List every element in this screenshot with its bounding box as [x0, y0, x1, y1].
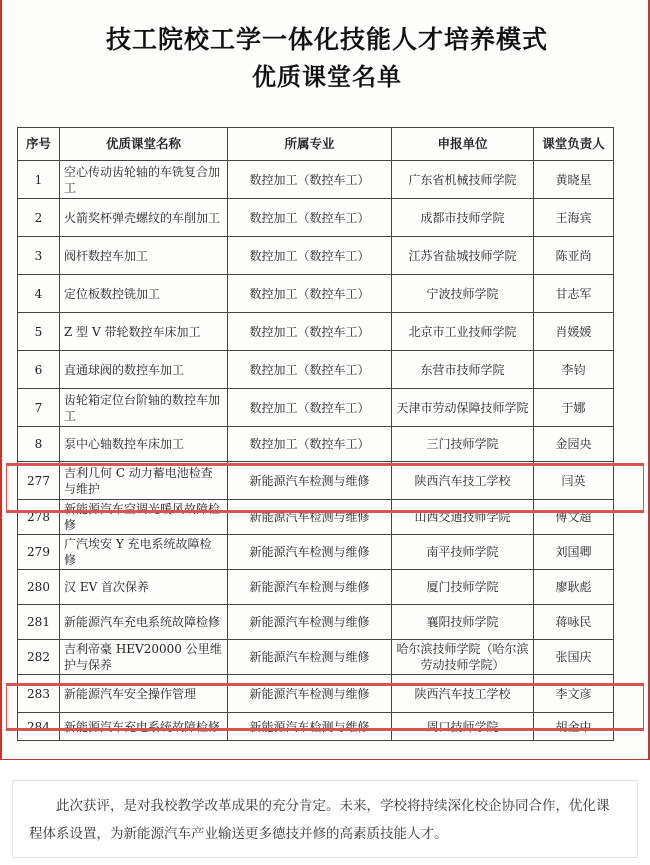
cell-major: 数控加工（数控车工） [228, 313, 392, 351]
table-header-row [18, 128, 614, 161]
cell-course-name: 齿轮箱定位台阶轴的数控车加工 [60, 389, 228, 427]
table-row [18, 570, 614, 605]
cell-course-name: 阀杆数控车加工 [60, 237, 228, 275]
cell-major: 数控加工（数控车工） [228, 199, 392, 237]
document-title: 技工院校工学一体化技能人才培养模式 [105, 25, 548, 54]
document-subtitle: 优质课堂名单 [252, 62, 402, 91]
cell-no: 284 [18, 713, 60, 741]
cell-leader: 闫英 [534, 462, 614, 500]
course-list-table [17, 127, 614, 741]
table-row [18, 199, 614, 237]
table-row [18, 161, 614, 199]
cell-course-name: 新能源汽车安全操作管理 [60, 675, 228, 713]
cell-leader: 李钧 [534, 351, 614, 389]
cell-unit: 成都市技师学院 [392, 199, 534, 237]
cell-no: 281 [18, 605, 60, 640]
cell-unit: 天津市劳动保障技师学院 [392, 389, 534, 427]
table-row [18, 237, 614, 275]
cell-no: 7 [18, 389, 60, 427]
highlight-row-283 [6, 683, 644, 731]
table-row [18, 605, 614, 640]
cell-unit: 陕西汽车技工学校 [392, 462, 534, 500]
cell-no: 8 [18, 427, 60, 462]
cell-no: 282 [18, 640, 60, 675]
cell-unit: 襄阳技师学院 [392, 605, 534, 640]
cell-unit: 哈尔滨技师学院（哈尔滨劳动技师学院） [392, 640, 534, 675]
cell-no: 6 [18, 351, 60, 389]
cell-course-name: 汉 EV 首次保养 [60, 570, 228, 605]
cell-no: 283 [18, 675, 60, 713]
cell-major: 数控加工（数控车工） [228, 427, 392, 462]
cell-major: 新能源汽车检测与维修 [228, 570, 392, 605]
cell-course-name: 吉利帝豪 HEV20000 公里维护与保养 [60, 640, 228, 675]
cell-no: 1 [18, 161, 60, 199]
cell-course-name: 新能源汽车空调光暖风故障检修 [60, 500, 228, 535]
cell-major: 数控加工（数控车工） [228, 237, 392, 275]
cell-leader: 胡金中 [534, 713, 614, 741]
cell-course-name: 空心传动齿轮轴的车铣复合加工 [60, 161, 228, 199]
cell-course-name: Z 型 V 带轮数控车床加工 [60, 313, 228, 351]
cell-leader: 李文彦 [534, 675, 614, 713]
cell-major: 新能源汽车检测与维修 [228, 640, 392, 675]
caption-paragraph: 此次获评，是对我校教学改革成果的充分肯定。未来，学校将持续深化校企协同合作，优化课程体系设置，为新能源汽车产业输送更多德技并修的高素质技能人才。 [12, 780, 638, 858]
cell-leader: 王海宾 [534, 199, 614, 237]
cell-course-name: 定位板数控铣加工 [60, 275, 228, 313]
cell-no: 2 [18, 199, 60, 237]
cell-course-name: 新能源汽车充电系统故障检修 [60, 605, 228, 640]
cell-major: 新能源汽车检测与维修 [228, 713, 392, 741]
header-unit: 申报单位 [392, 128, 534, 161]
cell-no: 277 [18, 462, 60, 500]
cell-course-name: 泵中心轴数控车床加工 [60, 427, 228, 462]
cell-course-name: 直通球阀的数控车加工 [60, 351, 228, 389]
highlight-row-277 [6, 463, 644, 513]
cell-unit: 南平技师学院 [392, 535, 534, 570]
cell-no: 4 [18, 275, 60, 313]
cell-major: 新能源汽车检测与维修 [228, 462, 392, 500]
cell-course-name: 火箭奖杯弹壳螺纹的车削加工 [60, 199, 228, 237]
cell-unit: 山西交通技师学院 [392, 500, 534, 535]
cell-major: 新能源汽车检测与维修 [228, 605, 392, 640]
cell-unit: 东营市技师学院 [392, 351, 534, 389]
table-row [18, 351, 614, 389]
cell-leader: 金园央 [534, 427, 614, 462]
table-row [18, 275, 614, 313]
table-row [18, 389, 614, 427]
cell-unit: 广东省机械技师学院 [392, 161, 534, 199]
header-major: 所属专业 [228, 128, 392, 161]
cell-leader: 陈亚尚 [534, 237, 614, 275]
cell-no: 3 [18, 237, 60, 275]
cell-course-name: 广汽埃安 Y 充电系统故障检修 [60, 535, 228, 570]
cell-no: 5 [18, 313, 60, 351]
header-course-name: 优质课堂名称 [60, 128, 228, 161]
cell-unit: 厦门技师学院 [392, 570, 534, 605]
cell-leader: 甘志军 [534, 275, 614, 313]
cell-leader: 廖耿彪 [534, 570, 614, 605]
cell-unit: 周口技师学院 [392, 713, 534, 741]
cell-no: 280 [18, 570, 60, 605]
cell-major: 数控加工（数控车工） [228, 161, 392, 199]
cell-major: 数控加工（数控车工） [228, 389, 392, 427]
cell-major: 数控加工（数控车工） [228, 351, 392, 389]
cell-unit: 宁波技师学院 [392, 275, 534, 313]
cell-unit: 三门技师学院 [392, 427, 534, 462]
table-row [18, 535, 614, 570]
table-row [18, 427, 614, 462]
header-leader: 课堂负责人 [534, 128, 614, 161]
cell-major: 新能源汽车检测与维修 [228, 675, 392, 713]
cell-leader: 蒋咏民 [534, 605, 614, 640]
cell-course-name: 新能源汽车充电系统故障检修 [60, 713, 228, 741]
cell-unit: 北京市工业技师学院 [392, 313, 534, 351]
cell-leader: 肖媛媛 [534, 313, 614, 351]
cell-major: 新能源汽车检测与维修 [228, 535, 392, 570]
cell-course-name: 吉利几何 C 动力蓄电池检查与维护 [60, 462, 228, 500]
cell-leader: 于娜 [534, 389, 614, 427]
cell-leader: 刘国卿 [534, 535, 614, 570]
cell-no: 279 [18, 535, 60, 570]
cell-leader: 黄晓星 [534, 161, 614, 199]
cell-unit: 陕西汽车技工学校 [392, 675, 534, 713]
cell-unit: 江苏省盐城技师学院 [392, 237, 534, 275]
cell-major: 新能源汽车检测与维修 [228, 500, 392, 535]
cell-leader: 张国庆 [534, 640, 614, 675]
header-no: 序号 [18, 128, 60, 161]
cell-leader: 傅文超 [534, 500, 614, 535]
table-row [18, 640, 614, 675]
cell-no: 278 [18, 500, 60, 535]
table-row [18, 313, 614, 351]
cell-major: 数控加工（数控车工） [228, 275, 392, 313]
